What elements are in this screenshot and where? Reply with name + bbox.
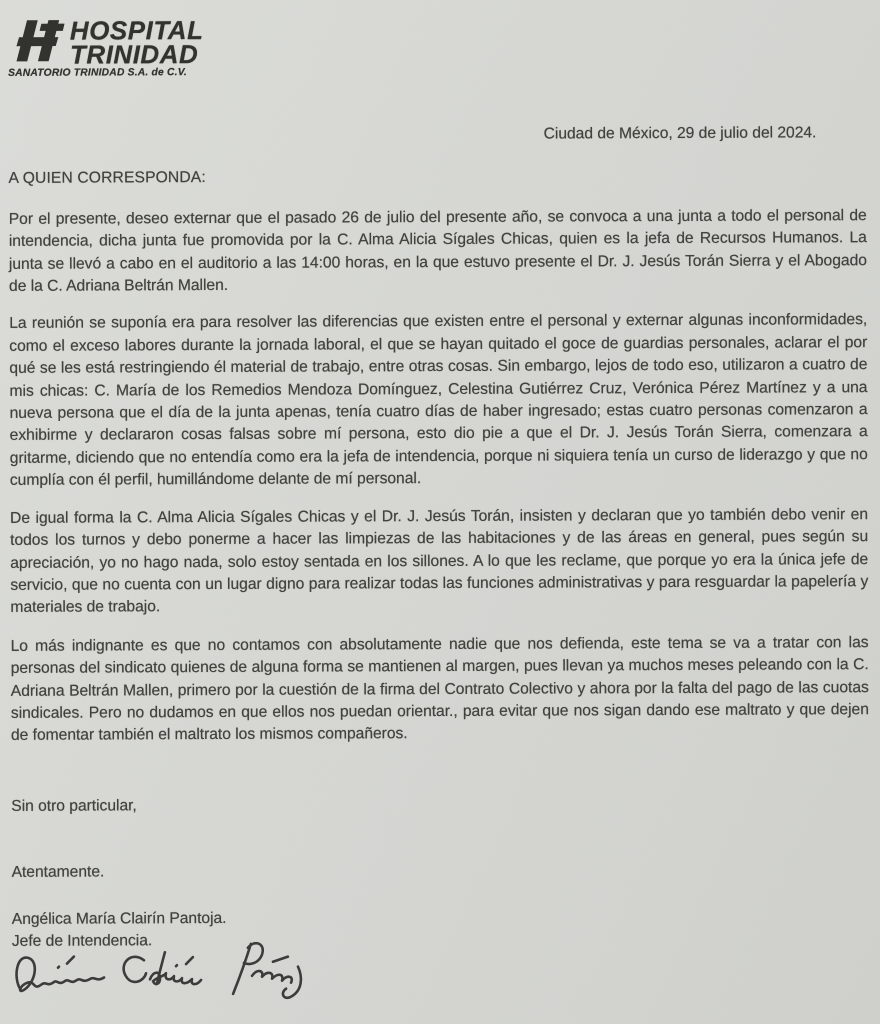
hospital-name [69,15,204,70]
hospital-logo [8,15,238,70]
hospital-cross-h-icon [8,16,66,66]
paragraph-2: La reunión se suponía era para resolver las diferencias que existen entre el personal y externar algunas inconformidades, como el exceso labores durante la jornada laboral, el que se hayan quitado el goce de guardias personales, aclarar el por qué se les está restringiendo él material de trabajo, entre otras cosas. Sin embargo, lejos de todo eso, utilizaron a cuatro de mis chicas: C. María de los Remedios Mendoza Domínguez, Celestina Gutiérrez Cruz, Verónica Pérez Martínez y a una nueva persona que el día de la junta apenas, tenía cuatro días de haber ingresado; estas cuatro personas comenzaron a exhibirme y declararon cosas falsas sobre mí persona, esto dio pie a que el Dr. J. Jesús Torán Sierra, comenzara a gritarme, diciendo que no entendía como era la jefa de intendencia, porque ni siquiera tenía un curso de liderazgo y que no cumplía con él perfil, humillándome delante de mí personal. [9,311,868,490]
closing-line: Sin otro particular, [11,797,137,815]
hospital-subtitle: SANATORIO TRINIDAD S.A. de C.V. [8,67,187,79]
salutation: A QUIEN CORRESPONDA: [8,169,206,188]
hospital-name-line1: HOSPITAL [69,15,204,46]
paragraph-3: De igual forma la C. Alma Alicia Sígales Chicas y el Dr. J. Jesús Torán, insisten y declaran que yo también debo venir en todos los turnos y debo ponerme a hacer las limpiezas de las habitaciones y de las áreas en general, pues según su apreciación, yo no hago nada, solo estoy sentada en los sillones. A lo que les reclame, que porque yo era la única jefe de servicio, que no cuenta con un lugar digno para realizar todas las funciones administrativas y para resguardar la papelería y materiales de trabajo. [9,505,869,617]
paragraph-1: Por el presente, deseo externar que el pasado 26 de julio del presente año, se convoca a una junta a todo el personal de intendencia, dicha junta fue promovida por la C. Alma Alicia Sígales Chicas, quien es la jefa de Recursos Humanos. La junta se llevó a cabo en el auditorio a las 14:00 horas, en la que estuvo presente el Dr. J. Jesús Torán Sierra y el Abogado de la C. Adriana Beltrán Mallen. [8,206,867,295]
signer-name: Angélica María Clairín Pantoja. [11,909,227,928]
paragraph-4: Lo más indignante es que no contamos con absolutamente nadie que nos defienda, este tema se va a tratar con las personas del sindicato quienes de alguna forma se mantienen al margen, pues llevan ya muchos meses peleando con la C. Adriana Beltrán Mallen, primero por la cuestión de la firma del Contrato Colectivo y ahora por la falta del pago de las cuotas sindicales. Pero no dudamos en que ellos nos puedan orientar., para evitar que nos sigan dando ese maltrato y que dejen de fomentar también el maltrato los mismos compañeros. [10,633,869,745]
signoff-line: Atentamente. [11,863,105,882]
letterhead [8,15,238,80]
signer-title: Jefe de Intendencia. [11,932,153,950]
hospital-name-line2: TRINIDAD [69,39,199,70]
date-line: Ciudad de México, 29 de julio del 2024. [543,124,817,143]
handwritten-signature [10,936,320,1003]
